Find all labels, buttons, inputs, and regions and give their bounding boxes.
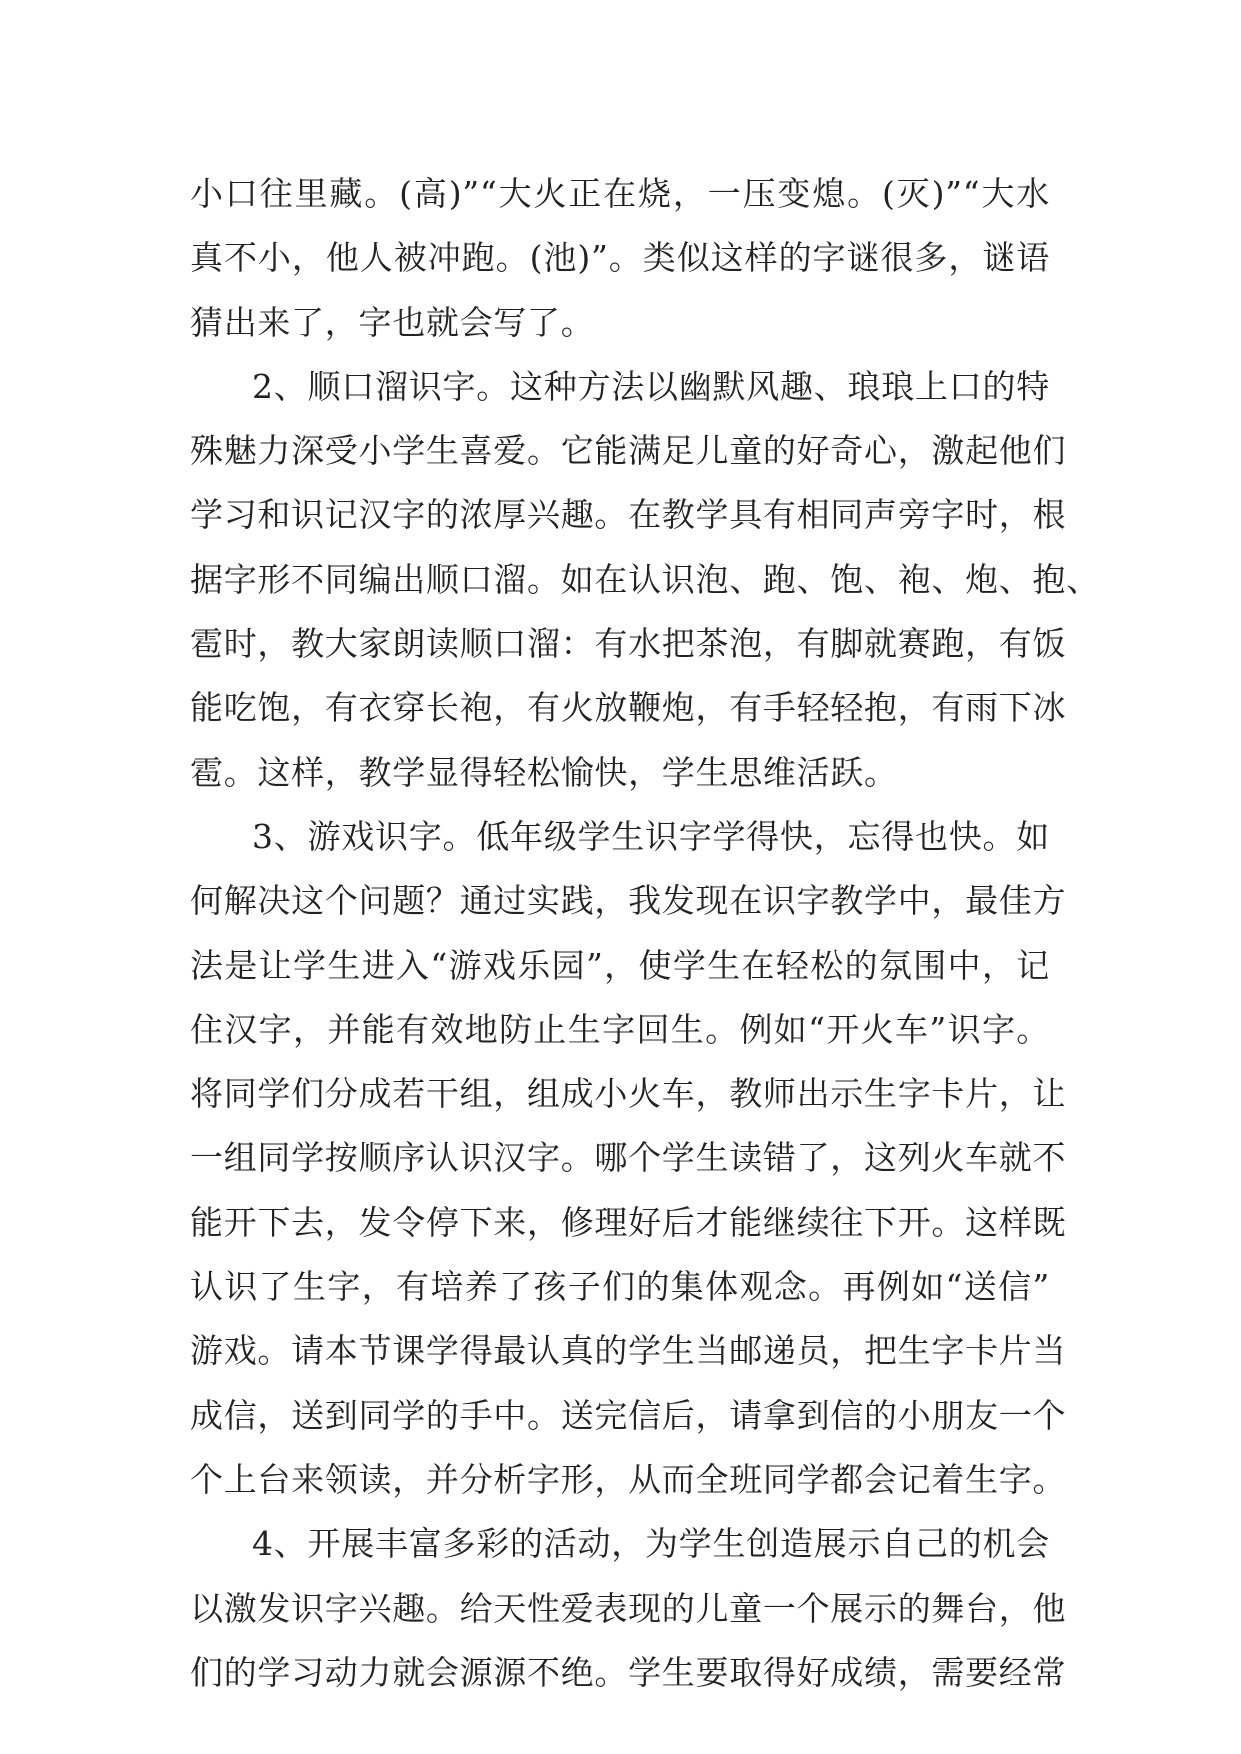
text-line: 个上台来领读，并分析字形，从而全班同学都会记着生字。 <box>190 1459 1067 1499</box>
text-line: 以激发识字兴趣。给天性爱表现的儿童一个展示的舞台，他 <box>190 1588 1067 1628</box>
text-line: 法是让学生进入“游戏乐园”，使学生在轻松的氛围中，记 <box>190 945 1050 985</box>
text-line: 们的学习动力就会源源不绝。学生要取得好成绩，需要经常 <box>190 1652 1067 1692</box>
text-line: 据字形不同编出顺口溜。如在认识泡、跑、饱、袍、炮、抱、 <box>190 559 1100 599</box>
text-line: 猜出来了，字也就会写了。 <box>190 302 595 342</box>
text-line: 真不小，他人被冲跑。(池)”。类似这样的字谜很多，谜语 <box>190 238 1050 278</box>
text-line: 一组同学按顺序认识汉字。哪个学生读错了，这列火车就不 <box>190 1138 1067 1178</box>
paragraph-start-line: 3、游戏识字。低年级学生识字学得快，忘得也快。如 <box>252 816 1050 856</box>
text-line: 能开下去，发令停下来，修理好后才能继续往下开。这样既 <box>190 1202 1067 1242</box>
text-line: 何解决这个问题？通过实践，我发现在识字教学中，最佳方 <box>190 881 1067 921</box>
text-line: 能吃饱，有衣穿长袍，有火放鞭炮，有手轻轻抱，有雨下冰 <box>190 688 1067 728</box>
text-line: 成信，送到同学的手中。送完信后，请拿到信的小朋友一个 <box>190 1395 1067 1435</box>
text-line: 认识了生字，有培养了孩子们的集体观念。再例如“送信” <box>190 1267 1050 1307</box>
text-line: 殊魅力深受小学生喜爱。它能满足儿童的好奇心，激起他们 <box>190 431 1067 471</box>
text-line: 将同学们分成若干组，组成小火车，教师出示生字卡片，让 <box>190 1074 1067 1114</box>
text-line: 学习和识记汉字的浓厚兴趣。在教学具有相同声旁字时，根 <box>190 495 1067 535</box>
text-line: 雹时，教大家朗读顺口溜：有水把茶泡，有脚就赛跑，有饭 <box>190 624 1067 664</box>
body-text <box>190 162 1100 1705</box>
paragraph-start-line: 4、开展丰富多彩的活动，为学生创造展示自己的机会 <box>252 1524 1050 1564</box>
text-line: 雹。这样，教学显得轻松愉快，学生思维活跃。 <box>190 752 898 792</box>
paragraph-start-line: 2、顺口溜识字。这种方法以幽默风趣、琅琅上口的特 <box>252 366 1050 406</box>
text-line: 游戏。请本节课学得最认真的学生当邮递员，把生字卡片当 <box>190 1331 1067 1371</box>
text-line: 住汉字，并能有效地防止生字回生。例如“开火车”识字。 <box>190 1009 1050 1049</box>
text-line: 小口往里藏。(高)”“大火正在烧，一压变熄。(灭)”“大水 <box>190 174 1050 213</box>
